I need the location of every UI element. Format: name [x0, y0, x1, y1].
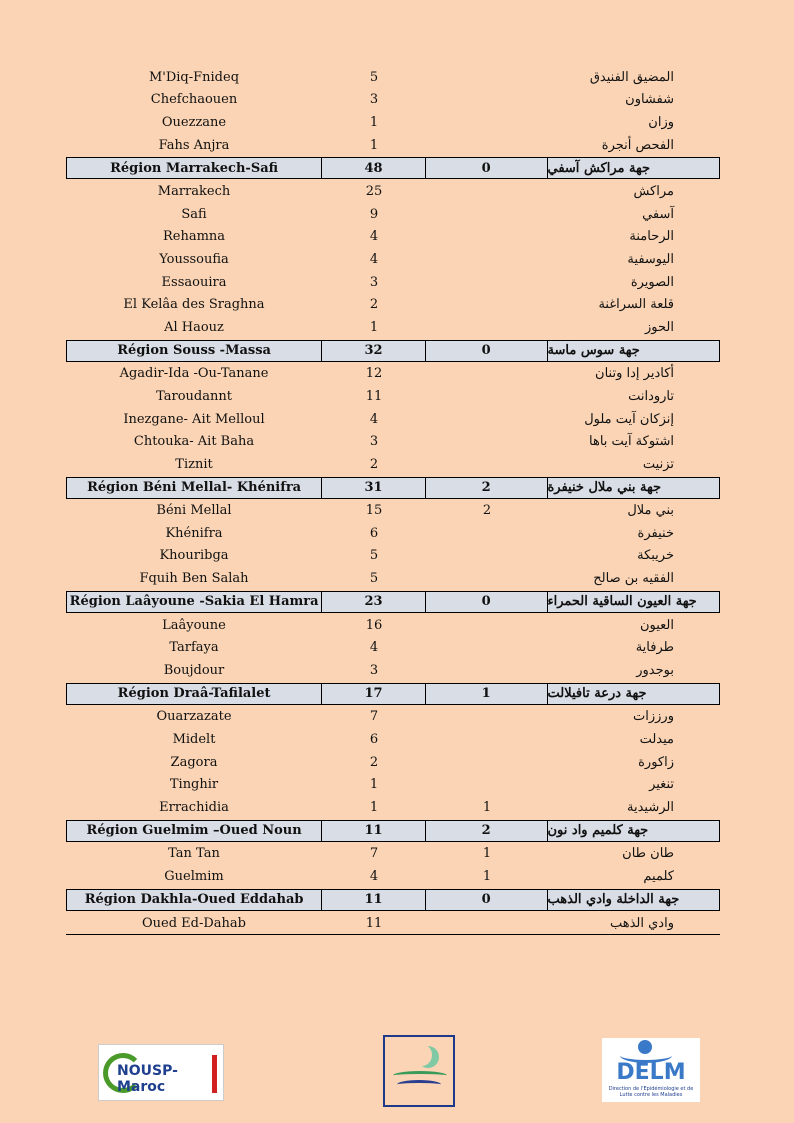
- blue-wave-icon: [397, 1080, 441, 1089]
- province-row: [66, 614, 720, 637]
- count-total: 4: [369, 640, 379, 656]
- delm-logo-subtitle: Direction de l'Epidémiologie et de Lutte contre les Maladies: [608, 1086, 694, 1098]
- name-ar: بوجدور: [636, 662, 674, 678]
- name-ar: الصويرة: [630, 274, 674, 290]
- name-ar: الفقيه بن صالح: [593, 571, 674, 587]
- name-fr: Région Laâyoune -Sakia El Hamra: [67, 592, 322, 612]
- name-ar: مراكش: [633, 184, 674, 200]
- count-secondary: 1: [426, 684, 548, 704]
- name-ar: اليوسفية: [627, 251, 674, 267]
- count-total: 3: [369, 434, 379, 450]
- count-secondary: 0: [426, 341, 548, 361]
- name-ar: أكادير إدا وتنان: [595, 366, 674, 382]
- count-secondary: 0: [426, 158, 548, 178]
- name-fr: Rehamna: [162, 229, 226, 245]
- name-ar: جهة درعة تافيلالت: [547, 686, 647, 702]
- region-header-row: [66, 683, 720, 705]
- count-secondary: 1: [482, 846, 492, 862]
- count-total: 2: [369, 456, 379, 472]
- name-fr: Tarfaya: [169, 640, 219, 656]
- province-row: [66, 567, 720, 590]
- province-row: [66, 430, 720, 453]
- name-fr: Youssoufia: [159, 251, 229, 267]
- province-row: [66, 773, 720, 796]
- region-header-row: [66, 477, 720, 499]
- count-total: 48: [322, 158, 426, 178]
- count-total: 3: [369, 92, 379, 108]
- count-secondary: 2: [482, 503, 492, 519]
- region-header-row: [66, 820, 720, 842]
- count-total: 4: [369, 869, 379, 885]
- province-row: [66, 248, 720, 271]
- name-fr: Région Béni Mellal- Khénifra: [67, 478, 322, 498]
- count-total: 3: [369, 274, 379, 290]
- name-fr: El Kelâa des Sraghna: [123, 297, 265, 313]
- count-total: 2: [369, 754, 379, 770]
- name-fr: Midelt: [172, 732, 216, 748]
- count-total: 1: [369, 777, 379, 793]
- name-ar: جهة كلميم واد نون: [547, 823, 649, 839]
- name-fr: Oued Ed-Dahab: [142, 915, 246, 931]
- province-row: [66, 134, 720, 157]
- name-fr: M'Diq-Fnideq: [148, 69, 240, 85]
- name-ar: بني ملال: [627, 503, 674, 519]
- name-fr: Région Souss -Massa: [67, 341, 322, 361]
- province-row: [66, 293, 720, 316]
- province-row: [66, 500, 720, 523]
- province-row: [66, 363, 720, 386]
- name-ar: خنيفرة: [637, 525, 674, 541]
- province-row: [66, 912, 720, 935]
- count-total: 12: [365, 366, 383, 382]
- province-row: [66, 453, 720, 476]
- name-fr: Ouezzane: [161, 114, 227, 130]
- name-fr: Inezgane- Ait Melloul: [123, 411, 265, 427]
- name-fr: Al Haouz: [164, 319, 224, 335]
- delm-logo: [602, 1038, 700, 1102]
- name-ar: شفشاون: [625, 92, 674, 108]
- count-total: 25: [365, 184, 383, 200]
- count-total: 9: [369, 206, 379, 222]
- name-fr: Béni Mellal: [156, 503, 232, 519]
- count-total: 17: [322, 684, 426, 704]
- name-ar: جهة مراكش آسفي: [547, 160, 650, 176]
- province-row: [66, 751, 720, 774]
- name-ar: العيون: [639, 617, 674, 633]
- name-fr: Région Guelmim –Oued Noun: [67, 821, 322, 841]
- province-row: [66, 522, 720, 545]
- name-ar: تزنيت: [642, 456, 674, 472]
- name-ar: جهة الداخلة وادي الذهب: [547, 892, 680, 908]
- count-total: 1: [369, 137, 379, 153]
- province-row: [66, 796, 720, 819]
- name-ar: آسفي: [642, 206, 674, 222]
- name-ar: جهة العيون الساقية الحمراء: [547, 594, 697, 610]
- count-secondary: 2: [426, 478, 548, 498]
- count-total: 1: [369, 319, 379, 335]
- count-total: 4: [369, 411, 379, 427]
- name-fr: Guelmim: [164, 869, 224, 885]
- name-fr: Zagora: [170, 754, 218, 770]
- province-row: [66, 408, 720, 431]
- count-total: 32: [322, 341, 426, 361]
- name-fr: Région Marrakech-Safi: [67, 158, 322, 178]
- region-header-row: [66, 157, 720, 179]
- count-total: 31: [322, 478, 426, 498]
- name-fr: Safi: [181, 206, 207, 222]
- count-total: 2: [369, 297, 379, 313]
- province-row: [66, 843, 720, 866]
- name-ar: تنغير: [649, 777, 674, 793]
- count-total: 5: [369, 571, 379, 587]
- name-ar: الرشيدية: [627, 799, 674, 815]
- results-table: [66, 66, 720, 935]
- province-row: [66, 865, 720, 888]
- nousp-logo: [98, 1044, 224, 1101]
- name-ar: ورززات: [633, 709, 674, 725]
- province-row: [66, 203, 720, 226]
- name-ar: طان طان: [622, 846, 674, 862]
- name-ar: اشتوكة آيت باها: [589, 434, 674, 450]
- count-secondary: 0: [426, 890, 548, 910]
- count-total: 6: [369, 732, 379, 748]
- count-total: 1: [369, 114, 379, 130]
- name-ar: إنزكان آيت ملول: [584, 411, 674, 427]
- province-row: [66, 706, 720, 729]
- name-ar: زاكورة: [638, 754, 674, 770]
- name-fr: Taroudannt: [156, 388, 232, 404]
- count-total: 11: [365, 388, 383, 404]
- delm-logo-text: DELM: [616, 1060, 686, 1085]
- count-total: 16: [365, 617, 383, 633]
- province-row: [66, 111, 720, 134]
- table-bottom-border: [66, 934, 720, 935]
- name-ar: قلعة السراغنة: [598, 297, 674, 313]
- province-row: [66, 89, 720, 112]
- province-row: [66, 636, 720, 659]
- name-fr: Marrakech: [157, 184, 231, 200]
- name-ar: الرحامنة: [629, 229, 674, 245]
- name-fr: Laâyoune: [162, 617, 226, 633]
- count-total: 23: [322, 592, 426, 612]
- count-total: 11: [322, 821, 426, 841]
- name-fr: Région Draâ-Tafilalet: [67, 684, 322, 704]
- name-ar: ميدلت: [639, 732, 674, 748]
- province-row: [66, 728, 720, 751]
- nousp-red-bar: [212, 1055, 217, 1093]
- count-total: 5: [369, 548, 379, 564]
- name-ar: كلميم: [643, 869, 674, 885]
- name-ar: الفحص أنجرة: [601, 137, 674, 153]
- province-row: [66, 385, 720, 408]
- name-ar: المضيق الفنيدق: [589, 69, 674, 85]
- count-total: 7: [369, 846, 379, 862]
- count-total: 4: [369, 251, 379, 267]
- count-total: 3: [369, 662, 379, 678]
- count-total: 5: [369, 69, 379, 85]
- name-fr: Boujdour: [163, 662, 225, 678]
- name-ar: وادي الذهب: [609, 915, 674, 931]
- name-fr: Chtouka- Ait Baha: [133, 434, 255, 450]
- count-secondary: 1: [482, 799, 492, 815]
- name-fr: Essaouira: [161, 274, 227, 290]
- name-fr: Errachidia: [159, 799, 229, 815]
- name-ar: طرفاية: [635, 640, 674, 656]
- name-fr: Khénifra: [165, 525, 223, 541]
- province-row: [66, 66, 720, 89]
- province-row: [66, 316, 720, 339]
- name-fr: Ouarzazate: [156, 709, 232, 725]
- province-row: [66, 180, 720, 203]
- region-header-row: [66, 340, 720, 362]
- name-fr: Tan Tan: [168, 846, 220, 862]
- province-row: [66, 659, 720, 682]
- name-fr: Tiznit: [175, 456, 213, 472]
- region-header-row: [66, 591, 720, 613]
- name-fr: Agadir-Ida -Ou-Tanane: [119, 366, 269, 382]
- name-fr: Tinghir: [169, 777, 219, 793]
- count-total: 6: [369, 525, 379, 541]
- count-total: 15: [365, 503, 383, 519]
- name-ar: وزان: [648, 114, 674, 130]
- province-row: [66, 226, 720, 249]
- name-ar: جهة سوس ماسة: [547, 343, 640, 359]
- region-header-row: [66, 889, 720, 911]
- count-total: 1: [369, 799, 379, 815]
- count-secondary: 0: [426, 592, 548, 612]
- count-total: 7: [369, 709, 379, 725]
- count-secondary: 2: [426, 821, 548, 841]
- name-ar: تارودانت: [628, 388, 674, 404]
- nousp-logo-text: NOUSP-Maroc: [117, 1063, 178, 1095]
- count-secondary: 1: [482, 869, 492, 885]
- ministry-health-logo: [383, 1035, 455, 1107]
- count-total: 4: [369, 229, 379, 245]
- name-fr: Khouribga: [159, 548, 229, 564]
- province-row: [66, 545, 720, 568]
- name-fr: Chefchaouen: [150, 92, 238, 108]
- name-ar: جهة بني ملال خنيفرة: [547, 480, 662, 495]
- name-ar: خريبكة: [637, 548, 674, 564]
- name-ar: الحوز: [645, 319, 674, 335]
- count-total: 11: [365, 915, 383, 931]
- province-row: [66, 271, 720, 294]
- name-fr: Fquih Ben Salah: [139, 571, 249, 587]
- green-wave-icon: [393, 1071, 447, 1080]
- name-fr: Fahs Anjra: [158, 137, 230, 153]
- count-total: 11: [322, 890, 426, 910]
- name-fr: Région Dakhla-Oued Eddahab: [67, 890, 322, 910]
